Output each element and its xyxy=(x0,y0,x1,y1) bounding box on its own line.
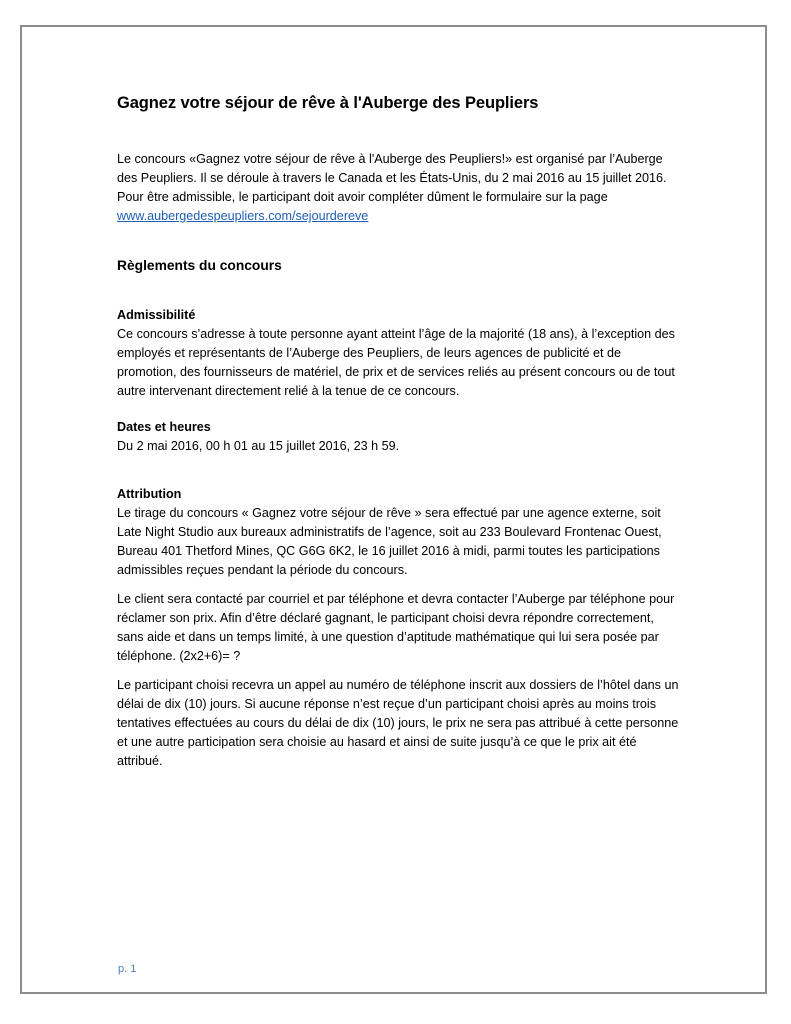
document-body xyxy=(117,92,682,771)
attribution-paragraph-3: Le participant choisi recevra un appel au numéro de téléphone inscrit aux dossiers de l’hôtel dans un délai de dix (10) jours. Si aucune réponse n’est reçue d’un participant choisi après au moins trois tentatives effectuées au cours du délai de dix (10) jours, le prix ne sera pas attribué à cette personne et une autre participation sera choisie au hasard et ainsi de suite jusqu’à ce que le prix ait été attribué. xyxy=(117,678,679,768)
page-number: p. 1 xyxy=(118,963,137,975)
attribution-section xyxy=(117,485,682,771)
dates-heading: Dates et heures xyxy=(117,420,211,434)
document-title: Gagnez votre séjour de rêve à l'Auberge des Peupliers xyxy=(117,94,539,112)
eligibility-text: Ce concours s’adresse à toute personne ayant atteint l’âge de la majorité (18 ans), à l’exception des employés et représentants de l’Auberge des Peupliers, de leurs agences de publicité et de promotion, des fournisseurs de matériel, de prix et de services reliés au présent concours ou de tout autre intervenant directement relié à la tenue de ce concours. xyxy=(117,327,675,398)
eligibility-heading: Admissibilité xyxy=(117,308,196,322)
contest-link[interactable]: www.aubergedespeupliers.com/sejourdereve xyxy=(117,209,369,223)
dates-text: Du 2 mai 2016, 00 h 01 au 15 juillet 2016, 23 h 59. xyxy=(117,439,400,453)
dates-section xyxy=(117,418,682,456)
intro-text: Le concours «Gagnez votre séjour de rêve à l'Auberge des Peupliers!» est organisé par l’Auberge des Peupliers. Il se déroule à travers le Canada et les États-Unis, du 2 mai 2016 au 15 juillet 2016. Pour être admissible, le participant doit avoir compléter dûment le formulaire sur la page xyxy=(117,152,667,204)
attribution-heading: Attribution xyxy=(117,487,182,501)
eligibility-section xyxy=(117,306,682,401)
intro-paragraph xyxy=(117,150,682,226)
rules-heading: Règlements du concours xyxy=(117,258,282,273)
attribution-paragraph-2: Le client sera contacté par courriel et par téléphone et devra contacter l’Auberge par téléphone pour réclamer son prix. Afin d’être déclaré gagnant, le participant choisi devra répondre correctement, sans aide et dans un temps limité, à une question d’aptitude mathématique qui lui sera posée par téléphone. (2x2+6)= ? xyxy=(117,592,675,663)
attribution-paragraph-1: Le tirage du concours « Gagnez votre séjour de rêve » sera effectué par une agence externe, soit Late Night Studio aux bureaux administratifs de l’agence, soit au 233 Boulevard Frontenac Ouest, Bureau 401 Thetford Mines, QC G6G 6K2, le 16 juillet 2016 à midi, parmi toutes les participations admissibles reçues pendant la période du concours. xyxy=(117,506,662,577)
